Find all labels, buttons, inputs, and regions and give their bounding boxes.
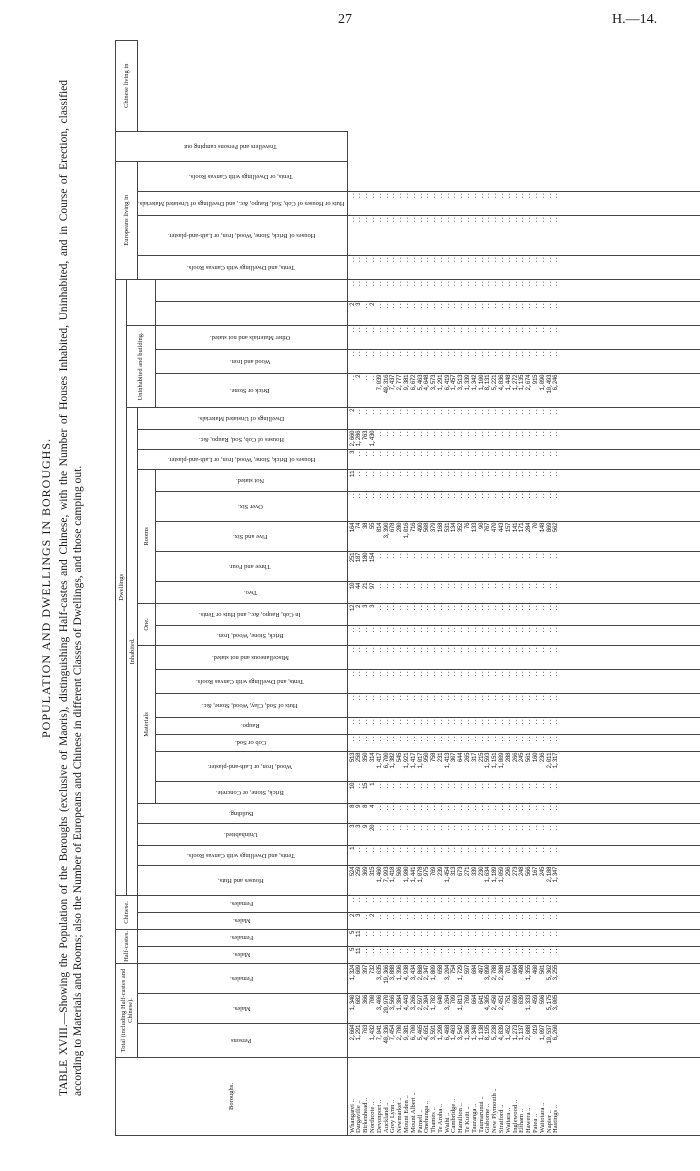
uninhabited-col-header: Uninhabited. (224, 830, 259, 838)
materials-header: Materials (138, 645, 156, 803)
eu-unstated-header: Dwellings of Unstated Materials. (198, 414, 285, 422)
data-column: .. .. .. .. .. .. .. .. .. .. .. .. .. .. .. .. .. .. .. .. .. .. .. .. .. .. .. .. .. .. .. (347, 669, 700, 693)
eu-tents-header: Tents, and Dwellings with Canvas Roofs. (187, 263, 296, 271)
data-column: 5 11 .. .. .. .. .. .. .. .. .. .. .. .. .. .. .. .. .. .. .. .. .. .. .. .. .. .. .. .. .. (347, 946, 700, 963)
data-column: .. .. .. .. .. .. .. .. .. .. .. .. .. .. .. .. .. .. .. .. .. .. .. .. .. .. .. .. .. .. .. (347, 279, 700, 301)
misc-not-stated-header: Miscellaneous and not stated. (211, 653, 289, 661)
table-description: TABLE XVIII.—Showing the Population of the Boroughs (exclusive of Maoris), distinguishing Half-castes and Chinese, with the Number of Houses Inhabited, Uninhabited, and in Course of Erection, classified according to Materials and Rooms; also the Number of Europeans and Chinese in different Classes of Dwellings, and those camping out. (58, 80, 84, 1096)
data-column: 251 187 180 154 .. .. .. .. .. .. .. .. .. .. .. .. .. .. .. .. .. .. .. .. .. .. .. .. .. .. .. (347, 551, 700, 581)
uninhabited-building-header: Uninhabited and building. (127, 325, 156, 407)
huts-sod-clay-header: Huts of Sod, Clay, Wood, Stone, &c. (202, 701, 298, 709)
eu-cob-header: Houses of Cob, Sod, Raupo, &c. (198, 435, 284, 443)
brick-stone-concrete-header: Brick, Stone, or Concrete. (216, 788, 285, 796)
dwellings-header: Dwellings (116, 279, 127, 895)
one-brick-wood-header: Brick, Stone, Wood, Iron. (216, 631, 284, 639)
borough-name-column: Whangarei .. Dargaville .. Birkenhead .. Northcote .. Devonport .. Auckland .. Grey Lynn .. Newmarket .. Mount Eden .. Mount Albert .. Parnell .. Onehunga .. Thames .. Te Aroha .. Waihi .. Cambridge .. Hamilton .. Te Kuiti .. Tauranga .. Taumarunui .. Gisborne .. New Plymouth .. Stratford .. Waitara .. Inglewood .. Eltham .. Hawera .. Patea .. Waitotara .. Napier .. Hastings .. (347, 1058, 700, 1136)
data-column: 164 74 38 55 814 3,390 678 280 1,016 716 490 508 379 168 531 134 352 76 133 90 767 470 443 157 141 171 284 70 148 869 562 (347, 521, 700, 551)
rooms-header: Rooms (138, 469, 156, 603)
rotated-table-page (35, 40, 690, 1136)
data-column: 10 44 21 97 .. .. .. .. .. .. .. .. .. .. .. .. .. .. .. .. .. .. .. .. .. .. .. .. .. .. .. (347, 581, 700, 603)
half-castes-header: Half-castes. (116, 929, 138, 963)
data-column: 12 2 3 3 .. .. .. .. .. .. .. .. .. .. .. .. .. .. .. .. .. .. .. .. .. .. .. .. .. .. .. (347, 603, 700, 625)
table-title: POPULATION AND DWELLINGS IN BOROUGHS. (39, 438, 53, 738)
inhabited-header: Inhabited. (127, 407, 138, 895)
cob-sod-header: Cob or Sod. (234, 739, 266, 747)
document-code: H.—14. (612, 12, 658, 27)
data-column: .. .. .. .. .. .. .. .. .. .. .. .. .. .. .. .. .. .. .. .. .. .. .. .. .. .. .. .. .. .. .. (347, 717, 700, 734)
data-column: 1,340 682 366 700 3,406 20,970 3,566 1,384 4,443 3,266 2,597 2,304 1,782 640 3,264 709 1,813 769 664 641 4,305 2,450 2,451 751 609 639 1,333 459 596 5,175 3,005 (347, 994, 700, 1024)
hc-females-header: Females. (229, 934, 253, 942)
one-cob-raupo-header: In Cob, Raupo, &c., and Huts or Tents. (199, 610, 301, 618)
five-six-header: Five and Six. (232, 532, 268, 540)
hc-males-header: Males. (232, 951, 251, 959)
data-column: .. .. .. .. .. .. .. .. .. .. .. .. .. .. .. .. .. .. .. .. .. .. .. .. .. .. .. .. .. .. .. (347, 491, 700, 521)
data-column: 3 .. .. .. .. .. .. .. .. .. .. .. .. .. .. .. .. .. .. .. .. .. .. .. .. .. .. .. .. .. .. (347, 449, 700, 469)
three-four-header: Three and Four. (229, 562, 271, 570)
not-stated-header: Not stated. (236, 476, 265, 484)
data-column: .. .. .. .. .. .. .. .. .. .. .. .. .. .. .. .. .. .. .. .. .. .. .. .. .. .. .. .. .. .. .. (347, 734, 700, 751)
data-column: 10 .. 15 1 .. .. .. .. .. .. .. .. .. .. .. .. .. .. .. .. .. .. .. .. .. .. .. .. .. .. .. (347, 781, 700, 803)
data-column: 5 11 .. .. .. .. .. .. .. .. .. .. .. .. .. .. .. .. .. .. .. .. .. .. .. .. .. .. .. .. .. (347, 929, 700, 946)
population-dwellings-table (115, 40, 700, 1136)
chinese-header: Chinese. (116, 895, 138, 929)
data-column: 2 3 .. 2 .. .. .. .. .. .. .. .. .. .. .. .. .. .. .. .. .. .. .. .. .. .. .. .. .. .. .. (347, 912, 700, 929)
tents-canvas-header: Tents, and Dwellings with Canvas Roofs. (187, 851, 296, 859)
data-column: 3 3 9 20 .. .. .. .. .. .. .. .. .. .. .. .. .. .. .. .. .. .. .. .. .. .. .. .. .. .. .. (347, 823, 700, 845)
chinese-living-header: Chinese living in (116, 41, 138, 132)
eu-brick-header: Houses of Brick, Stone, Wood, Iron, or Lath-and-plaster. (167, 455, 315, 463)
table-caption (35, 40, 109, 1136)
males-header: Males. (232, 1005, 251, 1012)
data-column: 8 9 8 4 .. .. .. .. .. .. .. .. .. .. .. .. .. .. .. .. .. .. .. .. .. .. .. .. .. .. .. (347, 803, 700, 823)
table-body (347, 41, 700, 1136)
building-col-header: Building. (229, 809, 254, 817)
ch-brick-header: Houses of Brick, Stone, Wood, Iron, or Lath-and-plaster. (167, 231, 315, 239)
data-column: 1,324 609 397 732 3,635 19,366 3,888 1,396 4,938 3,434 2,868 2,347 1,809 658 3,204 754 1,729 597 684 497 3,890 2,788 2,388 701 664 498 1,355 460 501 5,362 3,255 (347, 963, 700, 993)
ch-huts-header: Huts or Houses of Cob, Sod, Raupo, &c., and Dwellings of Unstated Materials. (138, 199, 345, 207)
boroughs-header: Boroughs. (116, 1058, 348, 1136)
data-column: 2 .. .. .. .. .. .. .. .. .. .. .. .. .. .. .. .. .. .. .. .. .. .. .. .. .. .. .. .. .. .. (347, 407, 700, 429)
houses-huts-header: Houses and Huts. (218, 876, 265, 884)
ch-males-header: Males. (232, 917, 251, 925)
travellers-header: Travellers and Persons camping out (183, 142, 277, 150)
ch-tents-header: Tents, or Dwellings with Canvas Roofs. (189, 172, 294, 180)
data-column: 513 258 350 314 1,417 6,700 1,382 545 1,921 1,417 1,017 950 758 231 1,413 307 644 265 317 215 1,593 1,151 1,009 288 266 245 561 160 236 2,011 1,317 (347, 751, 700, 781)
females-header: Females. (229, 974, 253, 982)
data-column: .. .. .. .. .. .. .. .. .. .. .. .. .. .. .. .. .. .. .. .. .. .. .. .. .. .. .. .. .. .. .. (347, 895, 700, 912)
data-column: .. .. .. .. .. .. .. .. .. .. .. .. .. .. .. .. .. .. .. .. .. .. .. .. .. .. .. .. .. .. .. (347, 693, 700, 717)
total-group-header: Total (including Half-castes and Chinese). (116, 963, 138, 1057)
over-six-header: Over Six. (237, 502, 263, 510)
raupo-header: Raupo. (240, 722, 260, 730)
wood-iron-lath-header: Wood, Iron, or Lath-and-plaster. (208, 762, 293, 770)
europeans-living-header: Europeans living in (116, 161, 138, 279)
page-number: 27 (338, 12, 352, 27)
data-column: .. .. .. .. .. .. .. .. .. .. .. .. .. .. .. .. .. .. .. .. .. .. .. .. .. .. .. .. .. .. .. (347, 645, 700, 669)
table-row (347, 41, 700, 1136)
data-column: .. .. .. .. .. .. .. .. .. .. .. .. .. .. .. .. .. .. .. .. .. .. .. .. .. .. .. .. .. .. .. (347, 325, 700, 349)
data-column: .. .. .. .. .. .. .. .. .. .. .. .. .. .. .. .. .. .. .. .. .. .. .. .. .. .. .. .. .. .. .. (347, 191, 700, 215)
two-rooms-header: Two. (243, 588, 257, 596)
data-column: 2,660 1,286 763 1,430 .. .. .. .. .. .. .. .. .. .. .. .. .. .. .. .. .. .. .. .. .. .. .. .. .. .. .. (347, 429, 700, 449)
data-column: .. .. .. .. .. .. .. .. .. .. .. .. .. .. .. .. .. .. .. .. .. .. .. .. .. .. .. .. .. .. .. (347, 349, 700, 373)
persons-header: Persons (231, 1037, 252, 1044)
data-column: .. .. .. .. .. .. .. .. .. .. .. .. .. .. .. .. .. .. .. .. .. .. .. .. .. .. .. .. .. .. .. (347, 625, 700, 645)
tents-dwellings-header: Tents, and Dwellings with Canvas Roofs. (196, 677, 304, 685)
data-column: .. .. .. .. .. .. .. .. .. .. .. .. .. .. .. .. .. .. .. .. .. .. .. .. .. .. .. .. .. .. .. (347, 215, 700, 255)
ch-females-header: Females. (229, 900, 253, 908)
data-column: 11 .. .. .. .. .. .. .. .. .. .. .. .. .. .. .. .. .. .. .. .. .. .. .. .. .. .. .. .. .. .. (347, 469, 700, 491)
data-column: 2 3 .. 2 .. .. .. .. .. .. .. .. .. .. .. .. .. .. .. .. .. .. .. .. .. .. .. .. .. .. .. (347, 301, 700, 325)
un-brick-stone-header: Brick or Stone. (230, 386, 270, 394)
un-other-header: Other Materials and not stated. (209, 333, 291, 341)
one-room-header: One. (138, 603, 156, 645)
data-column: 1 .. .. .. .. .. .. .. .. .. .. .. .. .. .. .. .. .. .. .. .. .. .. .. .. .. .. .. .. .. .. (347, 845, 700, 865)
data-column: .. 2 .. .. 7,039 40,316 7,437 2,777 9,381 6,672 5,463 4,648 3,573 1,291 6,419 1,457 3,513 1,339 1,342 1,100 8,131 5,221 4,836 1,448 1,272 1,135 2,674 915 1,090 10,493 6,246 (347, 373, 700, 407)
un-wood-iron-header: Wood and Iron. (229, 357, 271, 365)
data-column: .. .. .. .. .. .. .. .. .. .. .. .. .. .. .. .. .. .. .. .. .. .. .. .. .. .. .. .. .. .. .. (347, 255, 700, 279)
data-column: 524 259 369 315 1,460 7,993 1,418 506 1,980 1,441 1,078 975 769 239 1,454 313 673 271 339 230 1,634 1,189 1,059 296 273 248 566 167 245 2,188 1,347 (347, 865, 700, 895)
data-column: 2,664 1,291 763 1,432 7,041 40,336 7,454 2,780 9,381 6,700 5,465 4,651 3,591 1,298 6,468 1,463 3,542 1,366 1,348 1,138 8,195 5,238 4,839 1,452 1,273 1,137 2,688 919 1,097 10,537 6,260 (347, 1024, 700, 1058)
